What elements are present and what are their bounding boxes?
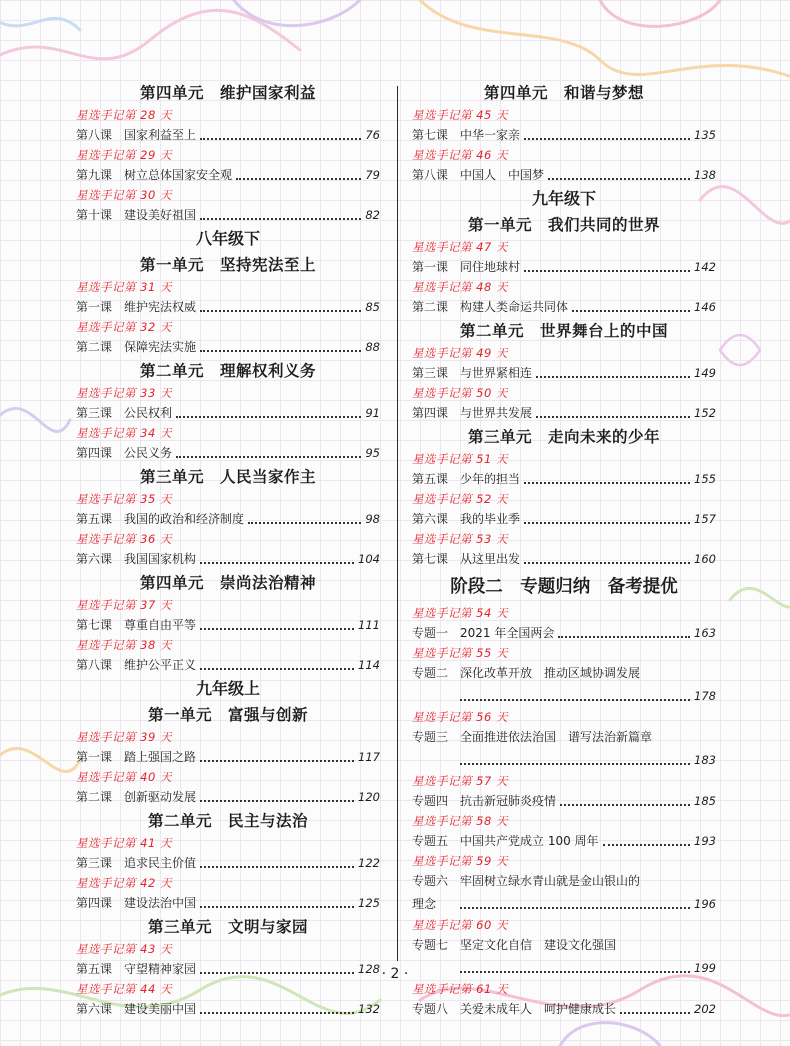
day-label: 星选手记第 61 天 bbox=[412, 982, 508, 996]
toc-entry[interactable] bbox=[76, 787, 380, 808]
grade-heading: 九年级上 bbox=[195, 679, 260, 698]
day-label: 星选手记第 55 天 bbox=[412, 646, 508, 660]
day-label: 星选手记第 40 天 bbox=[76, 770, 172, 784]
page-ref: 91 bbox=[365, 406, 380, 420]
dot-leader bbox=[524, 270, 690, 272]
dot-leader bbox=[460, 907, 690, 909]
toc-entry[interactable] bbox=[412, 999, 716, 1020]
day-label: 星选手记第 30 天 bbox=[76, 188, 172, 202]
dot-leader bbox=[248, 522, 361, 524]
page-ref: 146 bbox=[694, 300, 716, 314]
page-ref: 193 bbox=[694, 834, 716, 848]
page-ref: 122 bbox=[358, 856, 380, 870]
lesson-title: 第八课 维护公平正义 bbox=[76, 658, 197, 672]
day-label: 星选手记第 34 天 bbox=[76, 426, 172, 440]
page-ref: 82 bbox=[365, 208, 380, 222]
page-ref: 149 bbox=[694, 366, 716, 380]
unit-heading: 第三单元 文明与家园 bbox=[147, 918, 308, 936]
page-ref: 185 bbox=[694, 794, 716, 808]
lesson-title: 第七课 尊重自由平等 bbox=[76, 618, 197, 632]
lesson-title: 专题六 牢固树立绿水青山就是金山银山的 bbox=[412, 874, 641, 888]
page-ref: 104 bbox=[358, 552, 380, 566]
lesson-title: 第二课 保障宪法实施 bbox=[76, 340, 197, 354]
toc-entry[interactable] bbox=[76, 549, 380, 570]
dot-leader bbox=[558, 636, 690, 638]
lesson-title: 第二课 创新驱动发展 bbox=[76, 790, 197, 804]
dot-leader bbox=[524, 482, 690, 484]
day-label: 星选手记第 31 天 bbox=[76, 280, 172, 294]
lesson-title: 专题一 2021 年全国两会 bbox=[412, 626, 555, 640]
day-label: 星选手记第 53 天 bbox=[412, 532, 508, 546]
dot-leader bbox=[200, 562, 354, 564]
dot-leader bbox=[200, 800, 354, 802]
day-label: 星选手记第 43 天 bbox=[76, 942, 172, 956]
day-label: 星选手记第 29 天 bbox=[76, 148, 172, 162]
lesson-title: 第九课 树立总体国家安全观 bbox=[76, 168, 233, 182]
dot-leader bbox=[200, 628, 354, 630]
toc-entry[interactable] bbox=[412, 791, 716, 812]
lesson-title: 第五课 我国的政治和经济制度 bbox=[76, 512, 245, 526]
page-ref: 76 bbox=[365, 128, 380, 142]
toc-entry[interactable] bbox=[76, 893, 380, 914]
unit-heading: 第四单元 维护国家利益 bbox=[139, 84, 316, 102]
lesson-title: 第十课 建设美好祖国 bbox=[76, 208, 197, 222]
toc-entry[interactable] bbox=[412, 469, 716, 490]
dot-leader bbox=[200, 310, 361, 312]
page-ref: 79 bbox=[365, 168, 380, 182]
toc-entry[interactable] bbox=[412, 727, 716, 772]
page-ref: 178 bbox=[694, 689, 716, 703]
toc-entry[interactable] bbox=[76, 337, 380, 358]
unit-heading: 第一单元 我们共同的世界 bbox=[467, 216, 660, 234]
lesson-title: 第四课 公民义务 bbox=[76, 446, 173, 460]
page-ref: 125 bbox=[358, 896, 380, 910]
dot-leader bbox=[603, 844, 691, 846]
dot-leader bbox=[200, 138, 361, 140]
dot-leader bbox=[200, 1012, 354, 1014]
toc-entry[interactable] bbox=[412, 509, 716, 530]
lesson-title: 专题四 抗击新冠肺炎疫情 bbox=[412, 794, 557, 808]
day-label: 星选手记第 48 天 bbox=[412, 280, 508, 294]
toc-left-column bbox=[76, 80, 380, 1020]
lesson-title: 专题三 全面推进依法治国 谱写法治新篇章 bbox=[412, 730, 653, 744]
toc-entry[interactable] bbox=[76, 509, 380, 530]
dot-leader bbox=[460, 763, 690, 765]
page-ref: 152 bbox=[694, 406, 716, 420]
lesson-title: 第四课 建设法治中国 bbox=[76, 896, 197, 910]
page-ref: 95 bbox=[365, 446, 380, 460]
page-ref: 117 bbox=[358, 750, 380, 764]
day-label: 星选手记第 37 天 bbox=[76, 598, 172, 612]
page-number: · 2 · bbox=[381, 966, 409, 982]
page-ref: 138 bbox=[694, 168, 716, 182]
page-ref: 98 bbox=[365, 512, 380, 526]
dot-leader bbox=[176, 416, 361, 418]
day-label: 星选手记第 50 天 bbox=[412, 386, 508, 400]
page-ref: 135 bbox=[694, 128, 716, 142]
lesson-title: 专题五 中国共产党成立 100 周年 bbox=[412, 834, 599, 848]
lesson-title: 第五课 少年的担当 bbox=[412, 472, 521, 486]
dot-leader bbox=[548, 178, 690, 180]
lesson-title: 第七课 中华一家亲 bbox=[412, 128, 521, 142]
grade-heading: 九年级下 bbox=[531, 189, 596, 208]
day-label: 星选手记第 52 天 bbox=[412, 492, 508, 506]
dot-leader bbox=[524, 138, 690, 140]
unit-heading: 第四单元 崇尚法治精神 bbox=[139, 574, 316, 592]
lesson-title: 专题二 深化改革开放 推动区域协调发展 bbox=[412, 666, 641, 680]
dot-leader bbox=[200, 218, 361, 220]
day-label: 星选手记第 28 天 bbox=[76, 108, 172, 122]
page-ref: 88 bbox=[365, 340, 380, 354]
lesson-title: 第五课 守望精神家园 bbox=[76, 962, 197, 976]
day-label: 星选手记第 33 天 bbox=[76, 386, 172, 400]
day-label: 星选手记第 36 天 bbox=[76, 532, 172, 546]
lesson-title: 第六课 我国国家机构 bbox=[76, 552, 197, 566]
day-label: 星选手记第 49 天 bbox=[412, 346, 508, 360]
lesson-title: 第三课 公民权利 bbox=[76, 406, 173, 420]
unit-heading: 第一单元 富强与创新 bbox=[147, 706, 308, 724]
dot-leader bbox=[536, 416, 690, 418]
lesson-title: 专题七 坚定文化自信 建设文化强国 bbox=[412, 938, 617, 952]
dot-leader bbox=[200, 760, 354, 762]
toc-entry[interactable] bbox=[412, 363, 716, 384]
page-ref: 155 bbox=[694, 472, 716, 486]
page-ref: 196 bbox=[694, 897, 716, 911]
toc-entry[interactable] bbox=[412, 257, 716, 278]
toc-entry[interactable] bbox=[76, 403, 380, 424]
unit-heading: 第二单元 理解权利义务 bbox=[139, 362, 316, 380]
dot-leader bbox=[200, 668, 354, 670]
toc-entry[interactable] bbox=[412, 831, 716, 852]
toc-entry[interactable] bbox=[412, 871, 716, 916]
toc-entry[interactable] bbox=[412, 403, 716, 424]
day-label: 星选手记第 51 天 bbox=[412, 452, 508, 466]
day-label: 星选手记第 45 天 bbox=[412, 108, 508, 122]
day-label: 星选手记第 41 天 bbox=[76, 836, 172, 850]
dot-leader bbox=[560, 804, 690, 806]
page-ref: 114 bbox=[358, 658, 380, 672]
lesson-title: 第七课 从这里出发 bbox=[412, 552, 521, 566]
unit-heading: 第二单元 世界舞台上的中国 bbox=[459, 322, 668, 340]
day-label: 星选手记第 60 天 bbox=[412, 918, 508, 932]
stage-heading: 阶段二 专题归纳 备考提优 bbox=[450, 577, 678, 597]
dot-leader bbox=[176, 456, 361, 458]
page-ref: 85 bbox=[365, 300, 380, 314]
page-ref: 120 bbox=[358, 790, 380, 804]
page-ref: 157 bbox=[694, 512, 716, 526]
toc-right-column bbox=[412, 80, 716, 1020]
lesson-title: 第六课 建设美丽中国 bbox=[76, 1002, 197, 1016]
lesson-title: 第三课 与世界紧相连 bbox=[412, 366, 533, 380]
toc-entry[interactable] bbox=[76, 443, 380, 464]
toc-entry[interactable] bbox=[76, 615, 380, 636]
unit-heading: 第三单元 人民当家作主 bbox=[139, 468, 316, 486]
lesson-title-continued: 理念 bbox=[412, 897, 437, 911]
page-ref: 111 bbox=[358, 618, 380, 632]
page-ref: 183 bbox=[694, 753, 716, 767]
day-label: 星选手记第 46 天 bbox=[412, 148, 508, 162]
day-label: 星选手记第 44 天 bbox=[76, 982, 172, 996]
column-divider bbox=[397, 86, 398, 961]
page-ref: 160 bbox=[694, 552, 716, 566]
toc-entry[interactable] bbox=[412, 549, 716, 570]
toc-entry-continuation bbox=[412, 892, 716, 916]
toc-entry[interactable] bbox=[412, 125, 716, 146]
toc-entry[interactable] bbox=[76, 853, 380, 874]
lesson-title: 第二课 构建人类命运共同体 bbox=[412, 300, 569, 314]
toc-entry[interactable] bbox=[412, 165, 716, 186]
toc-entry[interactable] bbox=[412, 297, 716, 318]
lesson-title: 第六课 我的毕业季 bbox=[412, 512, 521, 526]
page-ref: 142 bbox=[694, 260, 716, 274]
toc-entry[interactable] bbox=[76, 165, 380, 186]
toc-entry[interactable] bbox=[76, 297, 380, 318]
toc-entry-continuation bbox=[412, 684, 716, 708]
grade-heading: 八年级下 bbox=[195, 229, 260, 248]
lesson-title: 第三课 追求民主价值 bbox=[76, 856, 197, 870]
lesson-title: 第一课 维护宪法权威 bbox=[76, 300, 197, 314]
toc-entry[interactable] bbox=[76, 205, 380, 226]
dot-leader bbox=[460, 699, 690, 701]
dot-leader bbox=[572, 310, 690, 312]
dot-leader bbox=[200, 350, 361, 352]
dot-leader bbox=[524, 562, 690, 564]
day-label: 星选手记第 35 天 bbox=[76, 492, 172, 506]
dot-leader bbox=[236, 178, 361, 180]
toc-entry[interactable] bbox=[412, 663, 716, 708]
page-ref: 128 bbox=[358, 962, 380, 976]
toc-entry[interactable] bbox=[76, 125, 380, 146]
dot-leader bbox=[536, 376, 690, 378]
day-label: 星选手记第 57 天 bbox=[412, 774, 508, 788]
day-label: 星选手记第 32 天 bbox=[76, 320, 172, 334]
toc-entry-continuation bbox=[412, 748, 716, 772]
toc-entry[interactable] bbox=[412, 623, 716, 644]
page-ref: 199 bbox=[694, 961, 716, 975]
unit-heading: 第一单元 坚持宪法至上 bbox=[139, 256, 316, 274]
unit-heading: 第二单元 民主与法治 bbox=[147, 812, 308, 830]
toc-entry[interactable] bbox=[76, 747, 380, 768]
day-label: 星选手记第 59 天 bbox=[412, 854, 508, 868]
lesson-title: 第八课 国家利益至上 bbox=[76, 128, 197, 142]
day-label: 星选手记第 47 天 bbox=[412, 240, 508, 254]
lesson-title: 专题八 关爱未成年人 呵护健康成长 bbox=[412, 1002, 617, 1016]
page-ref: 163 bbox=[694, 626, 716, 640]
day-label: 星选手记第 38 天 bbox=[76, 638, 172, 652]
toc-entry[interactable] bbox=[76, 655, 380, 676]
page-ref: 202 bbox=[694, 1002, 716, 1016]
page-ref: 132 bbox=[358, 1002, 380, 1016]
day-label: 星选手记第 58 天 bbox=[412, 814, 508, 828]
unit-heading: 第四单元 和谐与梦想 bbox=[483, 84, 644, 102]
unit-heading: 第三单元 走向未来的少年 bbox=[467, 428, 660, 446]
lesson-title: 第一课 踏上强国之路 bbox=[76, 750, 197, 764]
day-label: 星选手记第 54 天 bbox=[412, 606, 508, 620]
lesson-title: 第一课 同住地球村 bbox=[412, 260, 521, 274]
day-label: 星选手记第 56 天 bbox=[412, 710, 508, 724]
dot-leader bbox=[200, 906, 354, 908]
dot-leader bbox=[620, 1012, 690, 1014]
lesson-title: 第四课 与世界共发展 bbox=[412, 406, 533, 420]
dot-leader bbox=[200, 866, 354, 868]
lesson-title: 第八课 中国人 中国梦 bbox=[412, 168, 545, 182]
day-label: 星选手记第 39 天 bbox=[76, 730, 172, 744]
dot-leader bbox=[524, 522, 690, 524]
toc-entry[interactable] bbox=[76, 999, 380, 1020]
day-label: 星选手记第 42 天 bbox=[76, 876, 172, 890]
